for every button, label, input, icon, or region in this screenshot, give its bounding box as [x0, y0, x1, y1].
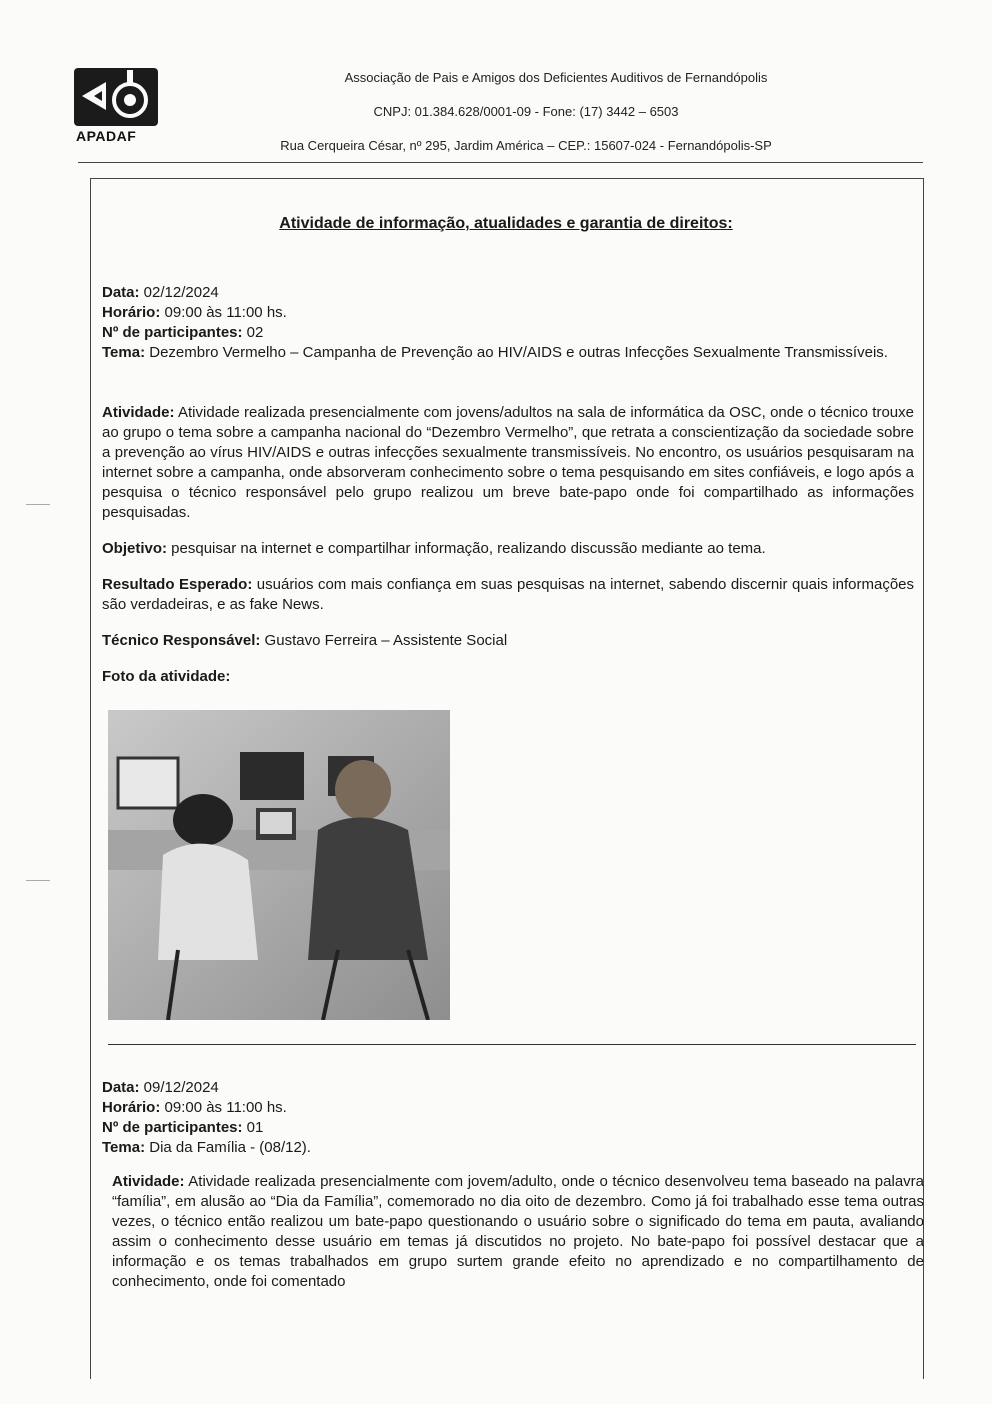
header-divider: [78, 162, 923, 163]
entry2-meta: [102, 1078, 914, 1158]
entry1-technician: Técnico Responsável: Gustavo Ferreira – Assistente Social: [102, 632, 508, 649]
cnpj-phone: CNPJ: 01.384.628/0001-09 - Fone: (17) 3442 – 6503: [373, 104, 679, 119]
org-name: Associação de Pais e Amigos dos Deficientes Auditivos de Fernandópolis: [344, 70, 768, 85]
entry-divider: [108, 1044, 916, 1045]
entry2-date: Data: 09/12/2024: [102, 1079, 219, 1096]
entry1-time: Horário: 09:00 às 11:00 hs.: [102, 304, 287, 321]
address: Rua Cerqueira César, nº 295, Jardim América – CEP.: 15607-024 - Fernandópolis-SP: [280, 138, 772, 153]
entry1-objective: Objetivo: pesquisar na internet e compartilhar informação, realizando discussão mediante ao tema.: [102, 540, 766, 557]
entry1-theme: Tema: Dezembro Vermelho – Campanha de Prevenção ao HIV/AIDS e outras Infecções Sexualmente Transmissíveis.: [102, 344, 888, 361]
entry1-body: [102, 403, 914, 687]
page-title: Atividade de informação, atualidades e garantia de direitos:: [279, 215, 733, 232]
entry2-time: Horário: 09:00 às 11:00 hs.: [102, 1099, 287, 1116]
entry1-date: Data: 02/12/2024: [102, 284, 219, 301]
logo-text: APADAF: [76, 128, 137, 144]
entry1-participants: Nº de participantes: 02: [102, 324, 264, 341]
entry2-body: [112, 1172, 924, 1292]
activity-photo: [108, 710, 450, 1020]
entry1-photo-label: Foto da atividade:: [102, 668, 231, 685]
entry2-activity: Atividade: Atividade realizada presencialmente com jovem/adulto, onde o técnico desenvolveu tema baseado na palavra “família”, em alusão ao “Dia da Família”, comemorado no dia oito de dezembro. Como já foi trabalhado esse tema outras vezes, o técnico então realizou um bate-papo questionando o usuário sobre o significado do tema em pauta, avaliando assim o conhecimento desse usuário em temas já discutidos no projeto. No bate-papo foi possível destacar que a informação e os temas trabalhados em grupo surtem grande efeito no aprendizado e no compartilhamento de conhecimento, onde foi comentado: [112, 1173, 924, 1290]
entry1-expected-result: Resultado Esperado: usuários com mais confiança em suas pesquisas na internet, sabendo discernir quais informações são verdadeiras, e as fake News.: [102, 576, 914, 613]
entry2-participants: Nº de participantes: 01: [102, 1119, 264, 1136]
entry1-activity: Atividade: Atividade realizada presencialmente com jovens/adultos na sala de informática da OSC, onde o técnico trouxe ao grupo o tema sobre a campanha nacional do “Dezembro Vermelho”, que retrata a conscientização da sociedade sobre a prevenção ao vírus HIV/AIDS e outras infecções sexualmente transmissíveis. No encontro, os usuários pesquisaram na internet sobre a campanha, onde absorveram conhecimento sobre o tema pesquisando em sites confiáveis, e logo após a pesquisa o técnico responsável pelo grupo realizou um breve bate-papo onde foi compartilhado as informações pesquisadas.: [102, 404, 914, 521]
entry1-meta: [102, 283, 914, 363]
scan-mark: [26, 504, 50, 505]
scan-mark: [26, 880, 50, 881]
entry2-theme: Tema: Dia da Família - (08/12).: [102, 1139, 311, 1156]
